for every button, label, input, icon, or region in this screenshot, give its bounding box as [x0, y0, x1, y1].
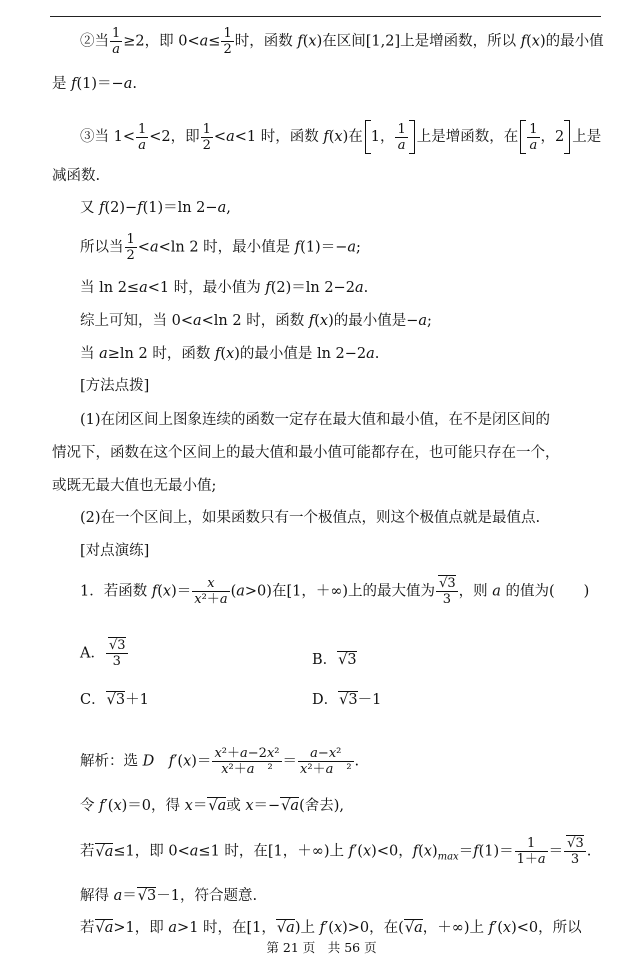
text-line: 或既无最大值也无最小值; — [52, 478, 217, 494]
text-line: 当 ln 2≤a<1 时，最小值为 f(2)＝ln 2−2a. — [80, 280, 369, 296]
solution-line: 令 f′(x)＝0，得 x＝√ a或 x＝−√ a(舍去), — [80, 796, 344, 816]
text-line: 情况下，函数在这个区间上的最大值和最小值可能都存在，也可能只存在一个， — [52, 445, 560, 461]
text-line: 当 a≥ln 2 时，函数 f(x)的最小值是 ln 2−2a. — [80, 346, 380, 362]
solution-line: 解得 a＝√ 3－1，符合题意. — [80, 886, 257, 906]
text-line: 所以当 $\frac{1}{2}$ <a<ln 2 时，最小值是 f(1)＝−a; — [80, 232, 361, 263]
text-line: 综上可知，当 0<a<ln 2 时，函数 f(x)的最小值是−a; — [80, 313, 432, 329]
text-line: ②当 $\frac{1}{a}$ ≥2，即 0<a≤ $\frac{1}{2}$ 时，函数 f(x)在区间[1,2]上是增函数，所以 f(x)的最小值 — [80, 26, 604, 57]
text-line: (1)在闭区间上图象连续的函数一定存在最大值和最小值，在不是闭区间的 — [80, 412, 551, 428]
solution-line: 解析：选 D f′(x)＝ $\frac{\text{x²＋a−2x²}}{\text{x²＋a ²}}$ ＝ $\frac{\text{a−x²}}{\text{x²＋a ²}}$ . — [80, 746, 360, 777]
option-c: C．√ 3＋1 — [80, 688, 149, 709]
text-line: 又 f(2)−f(1)＝ln 2−a, — [80, 200, 231, 216]
solution-line: 若√ a>1，即 a>1 时，在[1，√ a)上 f′(x)>0，在(√ a，＋∞)上 f′(x)<0，所以 — [80, 918, 582, 938]
option-a: A． √ $\frac{3}{3}$ — [80, 638, 129, 669]
text-line: ③当 1< $\frac{1}{a}$ <2，即 $\frac{1}{2}$ <a<1 时，函数 f(x)在 1， $\frac{1}{a}$ 上是增函数，在 $\frac{1}{a}$ ，2 上是 — [80, 121, 602, 153]
text-line: 减函数. — [52, 168, 101, 184]
text-line: (2)在一个区间上，如果函数只有一个极值点，则这个极值点就是最值点. — [80, 510, 541, 526]
text-line: 是 f(1)＝−a. — [52, 76, 137, 92]
section-heading: [对点演练] — [80, 543, 150, 559]
option-b: B．√ 3 — [312, 648, 357, 669]
solution-line: 若√ a≤1，即 0<a≤1 时，在[1，＋∞)上 f′(x)<0，$f(x)_{max}=f(1)=$ $\frac{1}{1+a}$ ＝ √ $\frac{3}{3}$ . — [80, 836, 591, 867]
section-heading: [方法点拨] — [80, 378, 150, 394]
option-d: D．√ 3－1 — [312, 688, 381, 709]
question-line: 1．若函数 f(x)＝ $\frac{x}{\text{x²＋a}}$ (a>0)在[1，＋∞)上的最大值为 √ $\frac{3}{3}$ ，则 a 的值为( ) — [80, 576, 589, 607]
page-footer: 第 21 页 共 56 页 — [266, 940, 377, 955]
top-rule — [50, 16, 601, 17]
